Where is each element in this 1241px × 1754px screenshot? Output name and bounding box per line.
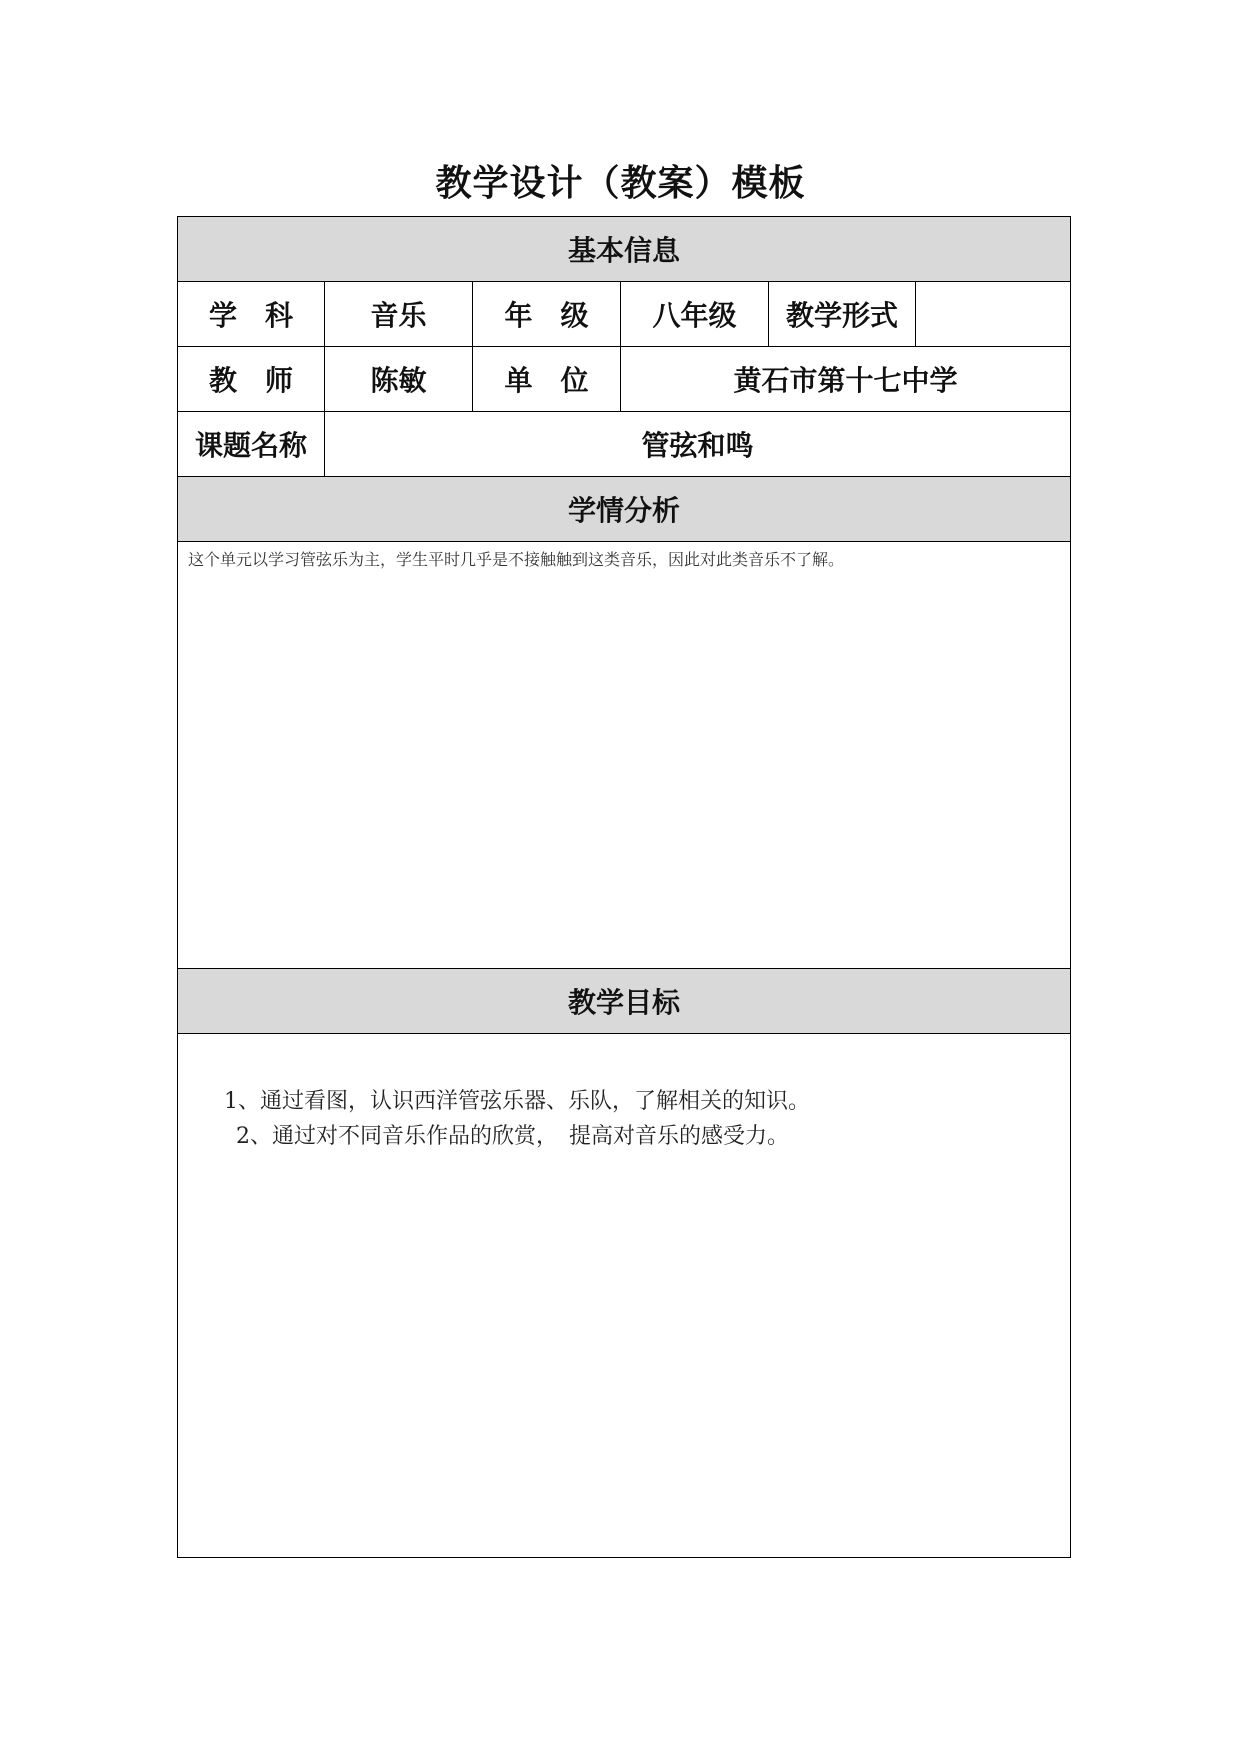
unit-label: 单位 [473,347,621,412]
student-analysis-body-row [178,542,1071,969]
teaching-form-label: 教学形式 [769,282,916,347]
student-analysis-header: 学情分析 [178,477,1071,542]
grade-value: 八年级 [621,282,769,347]
teacher-label: 教师 [178,347,325,412]
teaching-goal-item: 2、通过对不同音乐作品的欣赏， 提高对音乐的感受力。 [236,1124,789,1149]
student-analysis-text: 这个单元以学习管弦乐为主，学生平时几乎是不接触触到这类音乐，因此对此类音乐不了解。 [188,550,845,569]
teaching-goal-item: 1、通过看图，认识西洋管弦乐器、乐队，了解相关的知识。 [224,1089,810,1114]
teacher-value: 陈敏 [325,347,473,412]
teaching-goals-header-row [178,969,1071,1034]
subject-label: 学科 [178,282,325,347]
teaching-goals-body [178,1034,1071,1558]
basic-info-header: 基本信息 [178,217,1071,282]
teaching-goals-body-row [178,1034,1071,1558]
lesson-title-label: 课题名称 [178,412,325,477]
unit-value: 黄石市第十七中学 [621,347,1071,412]
teacher-unit-row [178,347,1071,412]
teaching-goals-list [178,1034,1070,1154]
basic-info-header-row [178,217,1071,282]
lesson-title-row [178,412,1071,477]
student-analysis-body [178,542,1071,969]
page-title: 教学设计（教案）模板 [435,163,806,204]
lesson-title-value: 管弦和鸣 [325,412,1071,477]
student-analysis-header-row [178,477,1071,542]
teaching-goals-header: 教学目标 [178,969,1071,1034]
teaching-form-value [916,282,1071,347]
subject-grade-row [178,282,1071,347]
grade-label: 年级 [473,282,621,347]
lesson-plan-table [177,216,1071,1558]
subject-value: 音乐 [325,282,473,347]
